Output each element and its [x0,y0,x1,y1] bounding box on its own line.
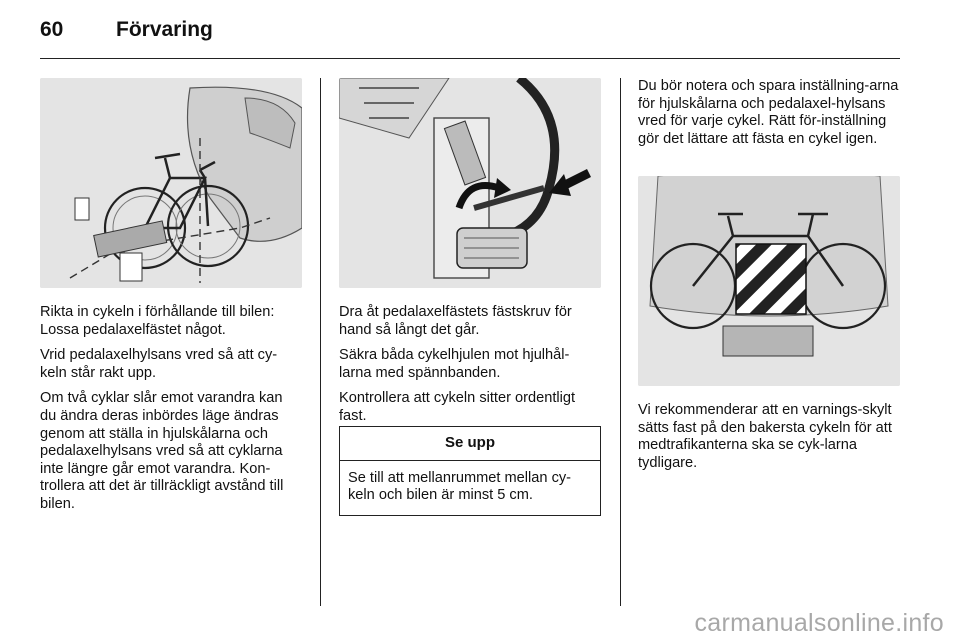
column-divider-2 [620,78,621,606]
column-2-text [339,304,601,434]
caution-text: Se till att mellanrummet mellan cy-keln och bilen är minst 5 cm. [348,469,572,504]
page-title: Förvaring [116,18,213,41]
paragraph: Kontrollera att cykeln sitter ordentligt fast. [339,390,576,424]
column-1-text [40,304,302,522]
header-rule [40,58,900,59]
pedal-axle-figure [339,78,601,288]
column-divider-1 [320,78,321,606]
page-number: 60 [40,18,64,41]
page-header [40,18,213,48]
bike-carrier-figure [40,78,302,288]
paragraph: Du bör notera och spara inställning-arna för hjulskålarna och pedalaxel-hylsans vred för varje cykel. Rätt för-inställning gör det lättare att fästa en cykel igen. [638,78,899,147]
warning-sign-figure [638,176,900,386]
column-2 [339,78,601,504]
paragraph: Vrid pedalaxelhylsans vred så att cy-keln står rakt upp. [40,347,278,381]
watermark: carmanualsonline.info [694,609,944,637]
paragraph: Rikta in cykeln i förhållande till bilen: Lossa pedalaxelfästet något. [40,304,275,338]
paragraph: Om två cyklar slår emot varandra kan du ändra deras inbördes läge ändras genom att ställa in hjulskålarna och pedalaxelhylsans vred så att cyklarna inte längre går emot varandra. Kon-trollera att det är tillräckligt avstånd till bilen. [40,390,284,512]
caution-title: Se upp [340,427,600,461]
paragraph: Vi rekommenderar att en varnings-skylt sätts fast på den bakersta cykeln för att medtrafikanterna ska se cyk-larna tydligare. [638,402,892,471]
column-1 [40,78,302,512]
paragraph: Dra åt pedalaxelfästets fästskruv för hand så långt det går. [339,304,572,338]
column-3-text-bottom [638,402,900,480]
caution-box [339,426,601,516]
column-3-text-top [638,78,900,156]
paragraph: Säkra båda cykelhjulen mot hjulhål-larna med spännbanden. [339,347,570,381]
